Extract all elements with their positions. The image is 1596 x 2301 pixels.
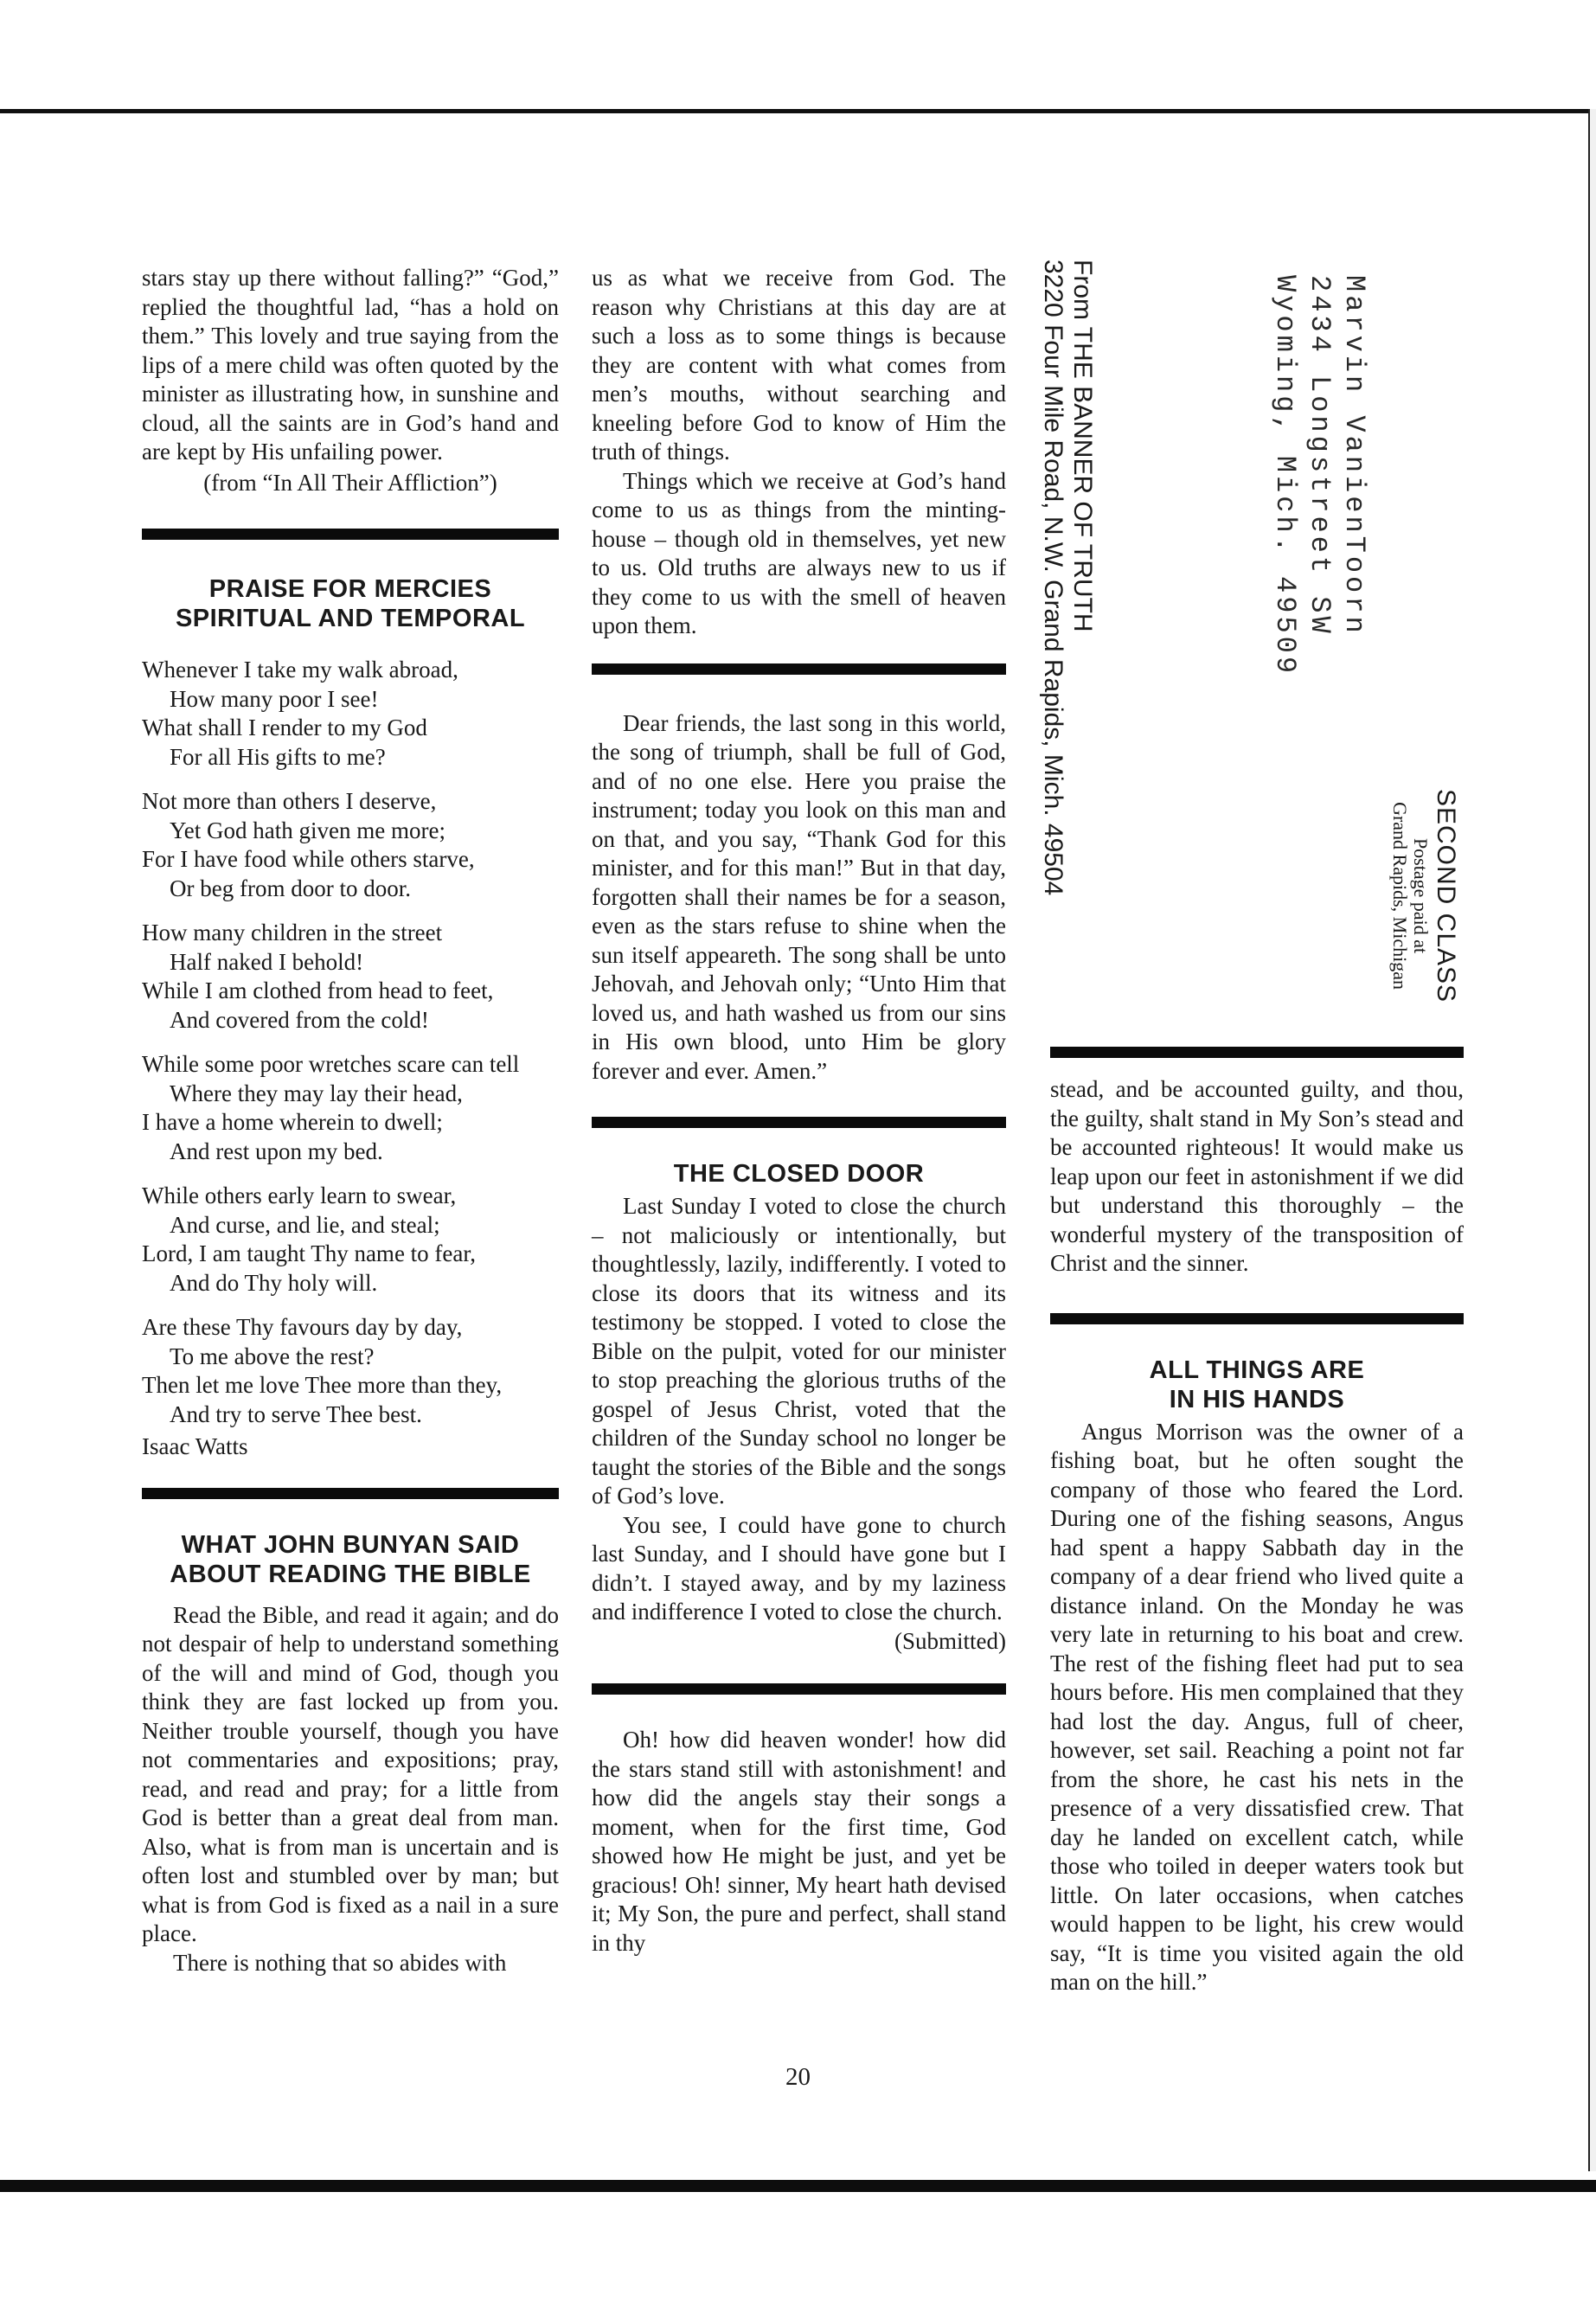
bunyan-paragraph: Read the Bible, and read it again; and do not despair of help to understand something of the will and mind of God, though you think they are fast locked up from you. Neither trouble yourself, though you have not commentaries and expositions; pray, read, and read and pray; for a little from God is better than a great deal from man. Also, what is from man is uncertain and is often lost and stumbled over by man; but what is from God is fixed as a nail in a sure place. [142, 1601, 559, 1946]
return-address [1038, 260, 1097, 895]
poem-line: While others early learn to swear, [142, 1183, 457, 1208]
poem-line: Yet God hath given me more; [170, 817, 445, 843]
poem-title [142, 574, 559, 633]
poem-line: While some poor wretches scare can tell [142, 1051, 520, 1077]
recipient-address-line: Marvin VanienToorn [1338, 275, 1370, 637]
poem-line: While I am clothed from head to feet, [142, 977, 494, 1003]
poem-line: I have a home wherein to dwell; [142, 1109, 443, 1135]
poem-line: Lord, I am taught Thy name to fear, [142, 1240, 477, 1266]
poem-line: And rest upon my bed. [170, 1138, 383, 1164]
page-number: 20 [785, 2063, 811, 2091]
bunyan-title [142, 1530, 559, 1589]
bunyan-paragraph-cont: There is nothing that so abides with [173, 1949, 507, 1976]
section-divider [592, 1117, 1006, 1128]
poem-stanza [142, 919, 559, 1035]
all-things-title-line1: ALL THINGS ARE [1149, 1356, 1365, 1384]
heaven-paragraph: Oh! how did heaven wonder! how did the stars stand still with astonishment! and how did the angels stay their songs a moment, when for the first time, God showed how He might be just, and yet be gracious! Oh! sinner, My heart hath devised it; My Son, the pure and perfect, shall stand in thy [592, 1727, 1006, 1956]
closed-door-title: THE CLOSED DOOR [673, 1160, 925, 1188]
poem-stanza [142, 1050, 559, 1166]
poem-line: Are these Thy favours day by day, [142, 1314, 463, 1340]
intro-source: (from “In All Their Affliction”) [203, 469, 497, 496]
return-address-line2: 3220 Four Mile Road, N.W. Grand Rapids, Mich. 49504 [1039, 260, 1067, 896]
poem-line: How many poor I see! [170, 685, 379, 712]
recipient-address-line: Wyoming, Mich. 49509 [1269, 275, 1301, 677]
submitted-credit: (Submitted) [894, 1627, 1006, 1654]
minting-paragraph: Things which we receive at God’s hand come to us as things from the minting-house – though old in themselves, yet new to us. Old truths are always new to us if they come to us with the smell of heaven upon them. [592, 467, 1006, 638]
poem-title-line1: PRAISE FOR MERCIES [208, 575, 492, 603]
poem-author: Isaac Watts [142, 1433, 248, 1459]
postage-paid-line: Postage paid at [1410, 837, 1432, 954]
column-middle [592, 264, 1006, 1958]
section-divider [592, 1683, 1006, 1695]
poem-line: Half naked I behold! [170, 948, 364, 975]
poem-line: And covered from the cold! [170, 1006, 429, 1033]
dear-friends-paragraph: Dear friends, the last song in this world, the song of triumph, shall be full of God, and of no one else. Here you praise the instrument; today you look on this man and on that, and you say, “Thank God for this minister, and for this man!” But in that day, forgotten shall their names be for a season, even as the stars refuse to shine when the sun itself appeareth. The song shall be unto Jehovah, and Jehovah only; “Unto Him that loved us, and hath washed us from our sins in His own blood, unto Him be glory forever and ever. Amen.” [592, 709, 1006, 1084]
poem-stanza [142, 1182, 559, 1298]
section-divider [1050, 1047, 1464, 1058]
section-divider [1050, 1313, 1464, 1324]
postage-class: SECOND CLASS [1432, 789, 1460, 1003]
poem-line: Not more than others I deserve, [142, 788, 437, 814]
all-things-title [1050, 1356, 1464, 1414]
poem [142, 656, 559, 1462]
poem-line: And do Thy holy will. [170, 1269, 378, 1296]
poem-line: What shall I render to my God [142, 715, 427, 740]
postage-location: Grand Rapids, Michigan [1389, 802, 1411, 990]
column-left [142, 264, 559, 1977]
bottom-border-line [0, 2180, 1596, 2192]
closed-door-paragraph: You see, I could have gone to church last Sunday, and I should have gone but I didn’t. I stayed away, and by my laziness and indifference I voted to close the church. [592, 1511, 1006, 1625]
poem-title-line2: SPIRITUAL AND TEMPORAL [175, 605, 526, 632]
recipient-address-label [1267, 275, 1371, 676]
poem-line: Then let me love Thee more than they, [142, 1372, 503, 1398]
closed-door-paragraph: Last Sunday I voted to close the church – not maliciously or intentionally, but thoughtlessly, lazily, indifferently. I voted to close its doors that its witness and its testimony be stopped. I voted to close the Bible on the pulpit, voted for our minister to stop preaching the glorious truths of the gospel of Jesus Christ, voted that the children of the Sunday school no longer be taught the stories of the Bible and the songs of God’s love. [592, 1193, 1006, 1509]
angus-paragraph: Angus Morrison was the owner of a fishing boat, but he often sought the company of those who feared the Lord. During one of the fishing seasons, Angus had spent a happy Sabbath day in the company of a dear friend who lived quite a distance inland. On the Monday he was very late in returning to his boat and crew. The rest of the fishing fleet had put to sea hours before. His men complained that they had lost the day. Angus, full of cheer, however, set sail. Reaching a point not far from the shore, he cast his nets in the presence of a very dissatisfied crew. That day he landed on excellent catch, while those who toiled in deeper waters took but little. On later occasions, when catches would happen to be light, his crew would say, “It is time you visited again the old man on the hill.” [1050, 1418, 1464, 1995]
section-divider [592, 663, 1006, 675]
poem-line: And try to serve Thee best. [170, 1400, 422, 1427]
continued-paragraph: us as what we receive from God. The reason why Christians at this day are at such a loss as to some things is because they are content with what comes from men’s mouths, without searching and kneeling before God to know of Him the truth of things. [592, 265, 1006, 465]
section-divider [142, 529, 559, 540]
poem-line: Where they may lay their head, [170, 1080, 463, 1106]
recipient-address-line: 2434 Longstreet SW [1304, 275, 1336, 637]
page-right-edge [1588, 109, 1596, 2185]
bunyan-title-line2: ABOUT READING THE BIBLE [170, 1560, 531, 1588]
all-things-title-line2: IN HIS HANDS [1169, 1385, 1345, 1413]
poem-stanza [142, 787, 559, 903]
poem-line: For I have food while others starve, [142, 846, 475, 872]
bunyan-title-line1: WHAT JOHN BUNYAN SAID [181, 1530, 520, 1559]
intro-paragraph: stars stay up there without falling?” “God,” replied the thoughtful lad, “has a hold on them.” This lovely and true saying from the lips of a mere child was often quoted by the minister as illustrating how, in sunshine and cloud, all the saints are in God’s hand and are kept by His unfailing power. [142, 265, 559, 465]
return-address-line1: From THE BANNER OF TRUTH [1068, 260, 1097, 632]
poem-line: And curse, and lie, and steal; [170, 1211, 440, 1238]
top-border-line [0, 109, 1596, 113]
poem-stanza [142, 656, 559, 772]
section-divider [142, 1488, 559, 1499]
poem-line: How many children in the street [142, 920, 443, 945]
poem-line: Or beg from door to door. [170, 875, 411, 901]
postage-indicia [1389, 789, 1460, 1003]
poem-line: For all His gifts to me? [170, 743, 386, 770]
column-right [1050, 1047, 1464, 1997]
poem-line: Whenever I take my walk abroad, [142, 657, 458, 683]
poem-line: To me above the rest? [170, 1343, 375, 1369]
transposition-paragraph: stead, and be accounted guilty, and thou, the guilty, shalt stand in My Son’s stead and be accounted righteous! It would make us leap upon our feet in astonishment if we did but understand this thoroughly – the wonderful mystery of the transposition of Christ and the sinner. [1050, 1076, 1464, 1276]
poem-stanza [142, 1313, 559, 1429]
